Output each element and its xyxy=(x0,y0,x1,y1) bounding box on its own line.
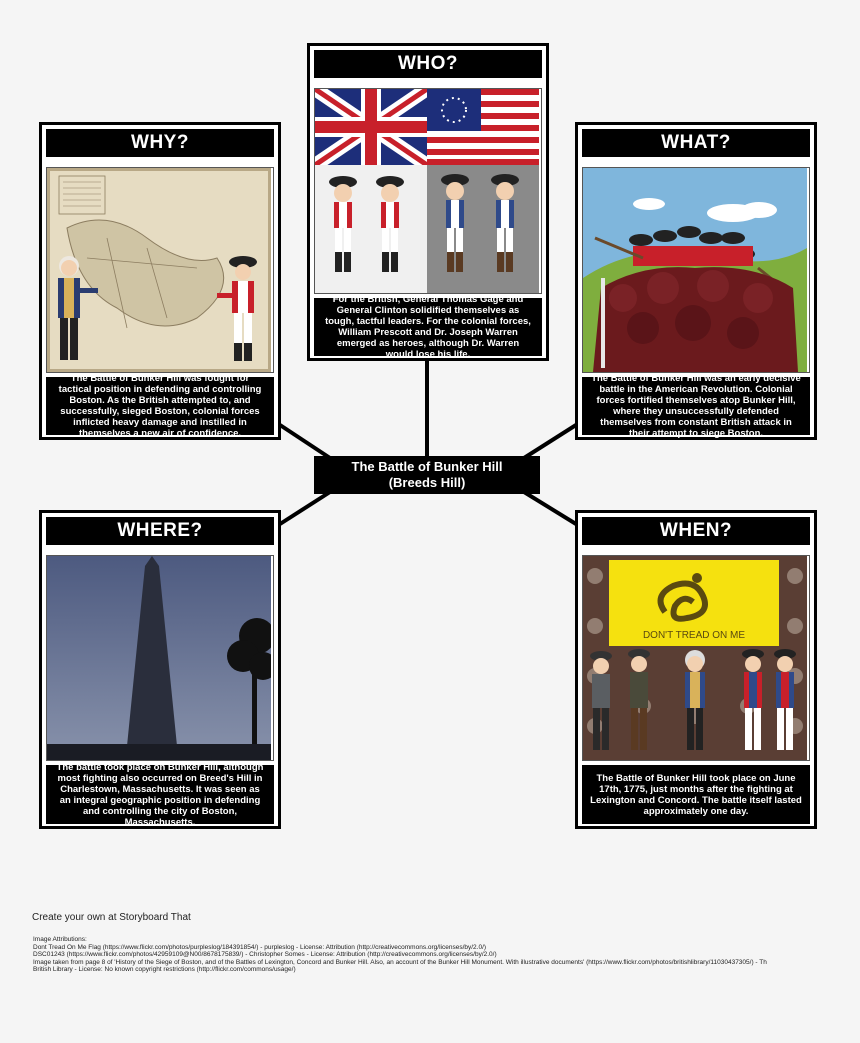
where-image xyxy=(46,555,274,761)
what-image xyxy=(582,167,810,373)
central-topic-line2: (Breeds Hill) xyxy=(388,475,466,490)
betsy-ross-flag xyxy=(427,89,539,165)
when-card xyxy=(575,510,817,829)
when-image xyxy=(582,555,810,761)
gadsden-flag xyxy=(609,560,779,646)
why-card xyxy=(39,122,281,440)
what-text: The Battle of Bunker Hill was an early decisive battle in the American Revolution. Colonial forces fortified themselves atop Bunker Hill, where they unsuccessfully defended themselves from constant British attack in their attempt to siege Boston. xyxy=(582,377,810,435)
why-image xyxy=(46,167,274,373)
what-card xyxy=(575,122,817,440)
image-attributions xyxy=(33,936,833,974)
attribution-line: DSC01243 (https://www.flickr.com/photos/42959109@N00/8678175839/) - Christopher Somes - License: Attribution (http://creativecommons.org/licenses/by/2.0/) xyxy=(33,951,497,959)
what-title: WHAT? xyxy=(582,129,810,157)
where-text: The battle took place on Bunker Hill, although most fighting also occurred on Breed's Hill in Charlestown, Massachusetts. It was seen as an integral geographic position in defending and controlling the city of Boston, Massachusetts. xyxy=(46,765,274,824)
why-title: WHY? xyxy=(46,129,274,157)
who-card xyxy=(307,43,549,361)
central-topic-line1: The Battle of Bunker Hill xyxy=(351,459,503,474)
who-title: WHO? xyxy=(314,50,542,78)
fortification-mound xyxy=(593,267,798,372)
gadsden-flag-text: DON'T TREAD ON ME xyxy=(642,630,746,641)
who-image xyxy=(314,88,542,294)
who-text: For the British, General Thomas Gage and General Clinton solidified themselves as tough, tactful leaders. For the colonial forces, William Prescott and Dr. Joseph Warren emerged as heroes, although Dr. Warren would lose his life. xyxy=(314,298,542,356)
when-title: WHEN? xyxy=(582,517,810,545)
central-topic xyxy=(314,456,540,494)
attributions-heading: Image Attributions: xyxy=(33,936,87,943)
storyboard-credit[interactable]: Create your own at Storyboard That xyxy=(32,912,191,923)
when-text: The Battle of Bunker Hill took place on June 17th, 1775, just months after the fighting at Lexington and Concord. The battle itself lasted approximately one day. xyxy=(582,765,810,824)
attribution-line: Image taken from page 8 of 'History of the Siege of Boston, and of the Battles of Lexington, Concord and Bunker Hill. Also, an account of the Bunker Hill Monument. With illustrative documents' (https://www.flickr.com/photos/britishlibrary/11030437305/) - Th xyxy=(33,958,767,966)
attribution-line: British Library - License: No known copyright restrictions (http://flickr.com/commons/usage/) xyxy=(33,966,296,974)
where-card xyxy=(39,510,281,829)
union-jack-flag xyxy=(315,89,427,165)
attribution-line: Dont Tread On Me Flag (https://www.flickr.com/photos/purpleslog/184391854/) - purpleslog - License: Attribution (http://creativecommons.org/licenses/by/2.0/) xyxy=(33,943,487,951)
why-text: The Battle of Bunker Hill was fought for tactical position in defending and controlling Boston. As the British attempted to, and successfully, sieged Boston, colonial forces inflicted heavy damage and instilled in themselves a new air of confidence. xyxy=(46,377,274,435)
where-title: WHERE? xyxy=(46,517,274,545)
